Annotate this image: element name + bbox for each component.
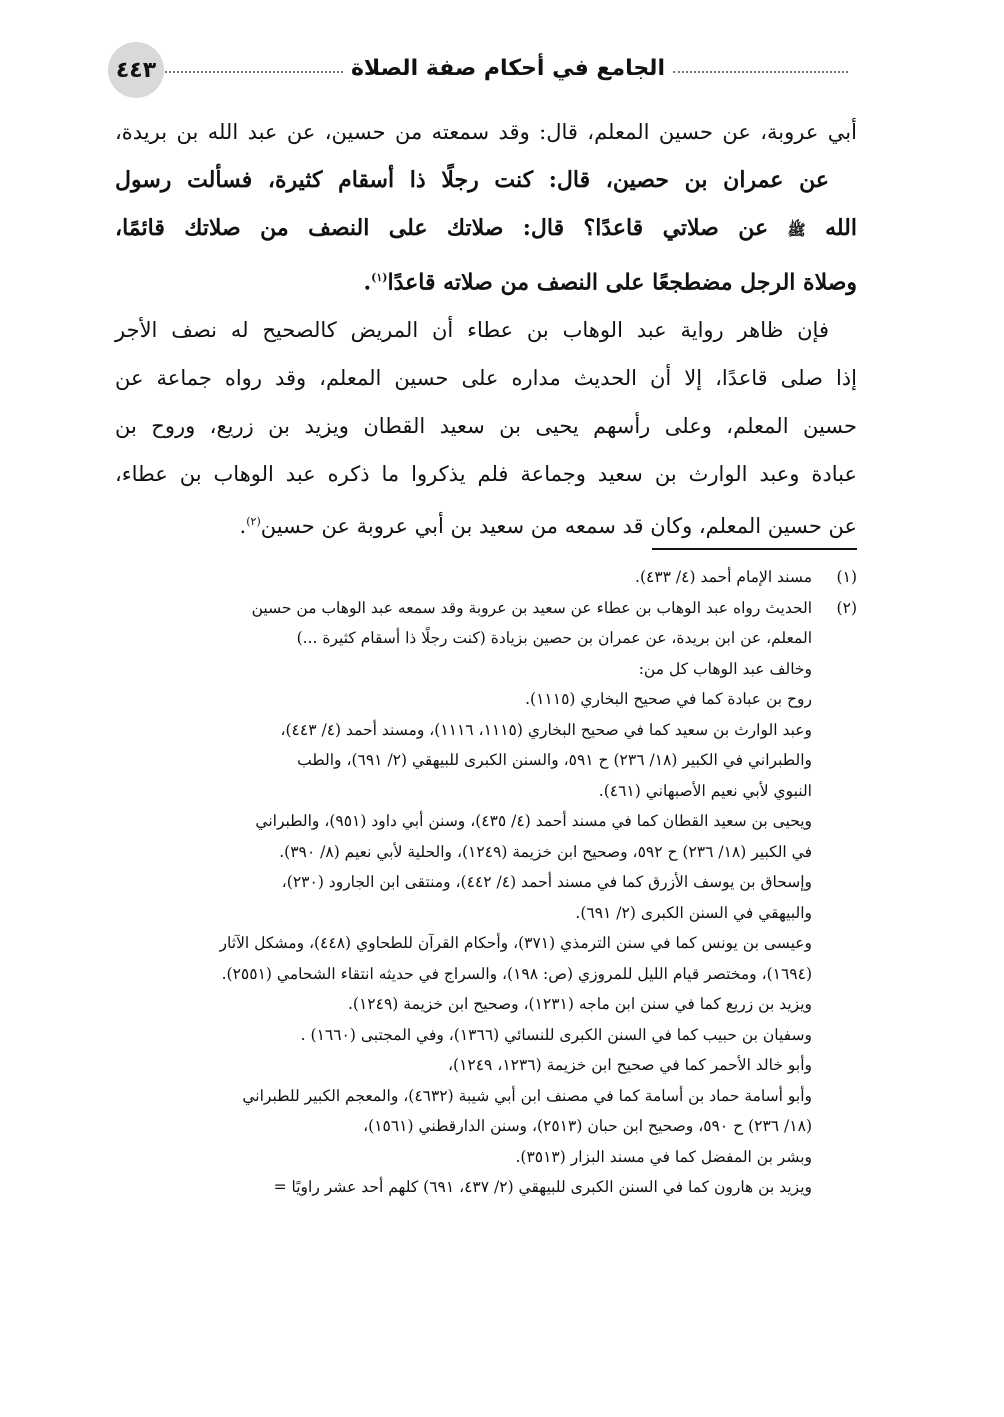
footnote-line: وخالف عبد الوهاب كل من:: [638, 659, 812, 678]
footnote-line: وعبد الوارث بن سعيد كما في صحيح البخاري (١١١٥، ١١١٦)، ومسند أحمد (٤/ ٤٤٣)،: [280, 720, 812, 739]
text-line: إذا صلى قاعدًا، إلا أن الحديث مداره على حسين المعلم، وقد رواه جماعة عن: [115, 366, 857, 391]
text-line: عن حسين المعلم، وكان قد سمعه من سعيد بن أبي عروبة عن حسين$^{(٢)}$.: [239, 514, 857, 539]
header-dots-right: [673, 71, 848, 73]
footnotes: [112, 562, 857, 1203]
page-number: ٤٤٣: [115, 57, 157, 83]
footnote-line: وبشر بن المفضل كما في مسند البزار (٣٥١٣).: [515, 1147, 812, 1166]
text-line: فإن ظاهر رواية عبد الوهاب بن عطاء أن المريض كالصحيح له نصف الأجر: [115, 318, 829, 343]
text-segment: عن حسين المعلم، وكان قد سمعه من سعيد بن أبي عروبة عن حسين: [260, 514, 857, 539]
footnote-number: (١): [836, 568, 857, 586]
footnote-line: وأبو أسامة حماد بن أسامة كما في مصنف ابن أبي شيبة (٤٦٣٢)، والمعجم الكبير للطبراني: [242, 1086, 812, 1105]
hadith-line: وصلاة الرجل مضطجعًا على النصف من صلاته قاعدًا$^{(١)}$.: [363, 269, 857, 296]
running-header: [108, 40, 848, 96]
footnote-line: روح بن عبادة كما في صحيح البخاري (١١١٥).: [525, 690, 812, 708]
footnote-line: ويزيد بن زريع كما في سنن ابن ماجه (١٢٣١)، وصحيح ابن خزيمة (١٢٤٩).: [348, 995, 812, 1013]
footnote-content: [112, 562, 812, 593]
text-line: عبادة وعبد الوارث بن سعيد وجماعة فلم يذكروا ما ذكره عبد الوهاب بن عطاء،: [115, 462, 857, 487]
text-line: أبي عروبة، عن حسين المعلم، قال: وقد سمعته من حسين، عن عبد الله بن بريدة،: [115, 120, 857, 144]
footnote-line: وإسحاق بن يوسف الأزرق كما في مسند أحمد (٤/ ٤٤٢)، ومنتقى ابن الجارود (٢٣٠)،: [281, 873, 812, 891]
footnote-line: ويحيى بن سعيد القطان كما في مسند أحمد (٤/ ٤٣٥)، وسنن أبي داود (٩٥١)، والطبراني: [255, 812, 812, 830]
footnote-1: [112, 562, 857, 593]
paragraph-commentary: [115, 306, 857, 550]
footnote-line: المعلم، عن ابن بريدة، عن عمران بن حصين بزيادة (كنت رجلًا ذا أسقام كثيرة ...): [296, 629, 812, 647]
footnote-line: وأبو خالد الأحمر كما في صحيح ابن خزيمة (١٢٣٦، ١٢٤٩)،: [448, 1056, 812, 1074]
footnote-line: وعيسى بن يونس كما في سنن الترمذي (٣٧١)، وأحكام القرآن للطحاوي (٤٤٨)، ومشكل الآثار: [219, 934, 812, 952]
footnote-line: النبوي لأبي نعيم الأصبهاني (٤٦١).: [598, 781, 812, 800]
hadith-line: عن عمران بن حصين، قال: كنت رجلًا ذا أسقام كثيرة، فسألت رسول: [115, 167, 829, 193]
footnote-content: [112, 593, 812, 1203]
footnote-line: ويزيد بن هارون كما في السنن الكبرى للبيهقي (٢/ ٤٣٧، ٦٩١) كلهم أحد عشر راويًا =: [273, 1178, 812, 1196]
footnote-ref-2[interactable]: (٢): [246, 515, 261, 529]
hadith-text: وصلاة الرجل مضطجعًا على النصف من صلاته قاعدًا: [387, 269, 857, 296]
footnote-line: وسفيان بن حبيب كما في السنن الكبرى للنسائي (١٣٦٦)، وفي المجتبى (١٦٦٠) .: [300, 1025, 812, 1044]
header-title: الجامع في أحكام صفة الصلاة: [350, 55, 665, 81]
footnote-line: الحديث رواه عبد الوهاب بن عطاء عن سعيد بن عروبة وقد سمعه عبد الوهاب من حسين: [251, 598, 812, 617]
footnote-line: في الكبير (١٨/ ٢٣٦) ح ٥٩٢، وصحيح ابن خزيمة (١٢٤٩)، والحلية لأبي نعيم (٨/ ٣٩٠).: [279, 842, 812, 861]
hadith-text: عن صلاتي قاعدًا؟ قال: صلاتك على النصف من صلاتك قائمًا،: [115, 215, 769, 241]
footnote-separator: [652, 548, 857, 550]
main-text: [115, 108, 857, 550]
hadith-line: [115, 204, 857, 254]
page-number-badge: [108, 42, 164, 98]
footnote-ref-1[interactable]: (١): [371, 271, 388, 284]
honorific-glyph: ﷺ: [787, 221, 806, 239]
footnote-line: (١٨/ ٢٣٦) ح ٥٩٠، وصحيح ابن حبان (٢٥١٣)، وسنن الدارقطني (١٥٦١)،: [363, 1117, 812, 1135]
footnote-2: [112, 593, 857, 1203]
footnote-number: (٢): [836, 598, 857, 617]
footnote-line: (١٦٩٤)، ومختصر قيام الليل للمروزي (ص: ١٩٨)، والسراج في حديثه انتقاء الشحامي (٢٥٥١).: [221, 964, 812, 983]
footnote-line: والبيهقي في السنن الكبرى (٢/ ٦٩١).: [575, 903, 812, 922]
footnote-line: والطبراني في الكبير (١٨/ ٢٣٦) ح ٥٩١، والسنن الكبرى للبيهقي (٢/ ٦٩١)، والطب: [297, 751, 812, 769]
text-line: حسين المعلم، وعلى رأسهم يحيى بن سعيد القطان ويزيد بن زريع، وروح بن: [115, 414, 857, 439]
footnote-line: مسند الإمام أحمد (٤/ ٤٣٣).: [635, 568, 812, 586]
hadith-word: الله: [825, 215, 857, 241]
paragraph-hadith: [115, 108, 857, 306]
